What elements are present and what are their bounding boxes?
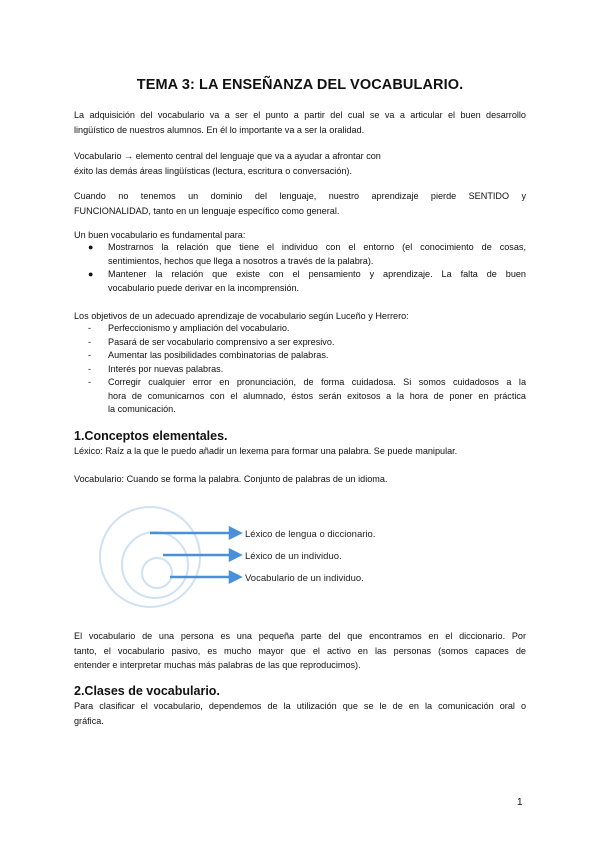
vocabulary-definition-paragraph [74,149,526,178]
vocabulario-definition: Vocabulario: Cuando se forma la palabra. Conjunto de palabras de un idioma. [74,474,388,484]
section-1-heading: 1.Conceptos elementales. [74,429,228,443]
list-item [74,241,526,268]
text-line: Mostrarnos la relación que tiene el individuo con el entorno (el conocimiento de cosas, [108,242,526,252]
figure-label-lengua: Léxico de lengua o diccionario. [245,529,376,540]
page-title: TEMA 3: LA ENSEÑANZA DEL VOCABULARIO. [136,77,464,93]
text-line: entender e interpretar muchas más palabras de las que reproducimos). [74,660,361,670]
inner-circle-vocabulario [142,558,172,588]
page-number: 1 [517,797,523,808]
buen-vocabulario-list [74,241,526,295]
bullet-icon: ● [88,269,94,279]
list-item [74,336,526,350]
text-line: la comunicación. [108,404,176,414]
dash-icon: - [88,350,92,360]
arrow-head-icon [230,572,240,582]
text-line: vocabulario puede derivar en la incomprensión. [108,282,300,293]
text-line: tanto, el vocabulario pasivo, es mucho mayor que el activo en las personas (somos capaces de [74,645,526,656]
intro-paragraph [74,108,526,137]
dash-icon: - [88,377,92,387]
text-line: La adquisición del vocabulario va a ser el punto a partir del cual se va a articular el buen desarrollo [74,110,526,120]
dash-icon: - [88,323,92,333]
text-line: Interés por nuevas palabras. [108,363,224,374]
dominio-paragraph [74,189,526,218]
lexico-definition: Léxico: Raíz a la que le puedo añadir un lexema para formar una palabra. Se puede manipular. [74,446,458,456]
bullet-icon: ● [88,242,94,252]
text-line: Perfeccionismo y ampliación del vocabulario. [108,323,290,333]
list-item [74,268,526,295]
list-item [74,363,526,377]
objetivos-list [74,322,526,417]
list-item [74,349,526,363]
figure-label-vocabulario: Vocabulario de un individuo. [245,573,364,584]
text-line: éxito las demás áreas lingüísticas (lectura, escritura o conversación). [74,165,352,176]
text-line: lingüístico de nuestros alumnos. En él lo importante va a ser la oralidad. [74,124,365,135]
text-line: sentimientos, hechos que llega a nosotros a través de la palabra). [108,255,374,266]
text-line: Corregir cualquier error en pronunciación, de forma cuidadosa. Si somos cuidadosos a la [108,377,526,387]
list-item [74,322,526,336]
dash-icon: - [88,336,92,347]
objetivos-intro: Los objetivos de un adecuado aprendizaje de vocabulario según Luceño y Herrero: [74,311,409,321]
text-line: Cuando no tenemos un dominio del lenguaje, nuestro aprendizaje pierde SENTIDO y [74,191,526,201]
outer-circle-lengua [100,507,200,607]
vocabulary-circles-diagram [85,500,385,610]
arrow-head-icon [230,528,240,538]
text-line: Pasará de ser vocabulario comprensivo a ser expresivo. [108,336,335,347]
text-line: Vocabulario → elemento central del lenguaje que va a ayudar a afrontar con [74,151,381,161]
text-line: gráfica. [74,715,104,726]
buen-vocabulario-intro: Un buen vocabulario es fundamental para: [74,230,246,240]
list-item [74,376,526,417]
text-line: FUNCIONALIDAD, tanto en un lenguaje específico como general. [74,205,340,216]
text-line: Mantener la relación que existe con el pensamiento y aprendizaje. La falta de buen [108,269,526,279]
text-line: El vocabulario de una persona es una pequeña parte del que encontramos en el diccionario. Por [74,631,526,641]
persona-paragraph [74,629,526,673]
arrow-head-icon [230,550,240,560]
section-2-heading: 2.Clases de vocabulario. [74,684,220,698]
figure-label-individuo: Léxico de un individuo. [245,551,342,562]
clases-paragraph [74,699,526,728]
text-line: hora de comunicarnos con el alumnado, éstos serán exitosos a la hora de poner en práctica [108,390,526,401]
dash-icon: - [88,363,92,374]
text-line: Aumentar las posibilidades combinatorias de palabras. [108,350,329,360]
text-line: Para clasificar el vocabulario, dependemos de la utilización que se le de en la comunicación oral o [74,701,526,711]
